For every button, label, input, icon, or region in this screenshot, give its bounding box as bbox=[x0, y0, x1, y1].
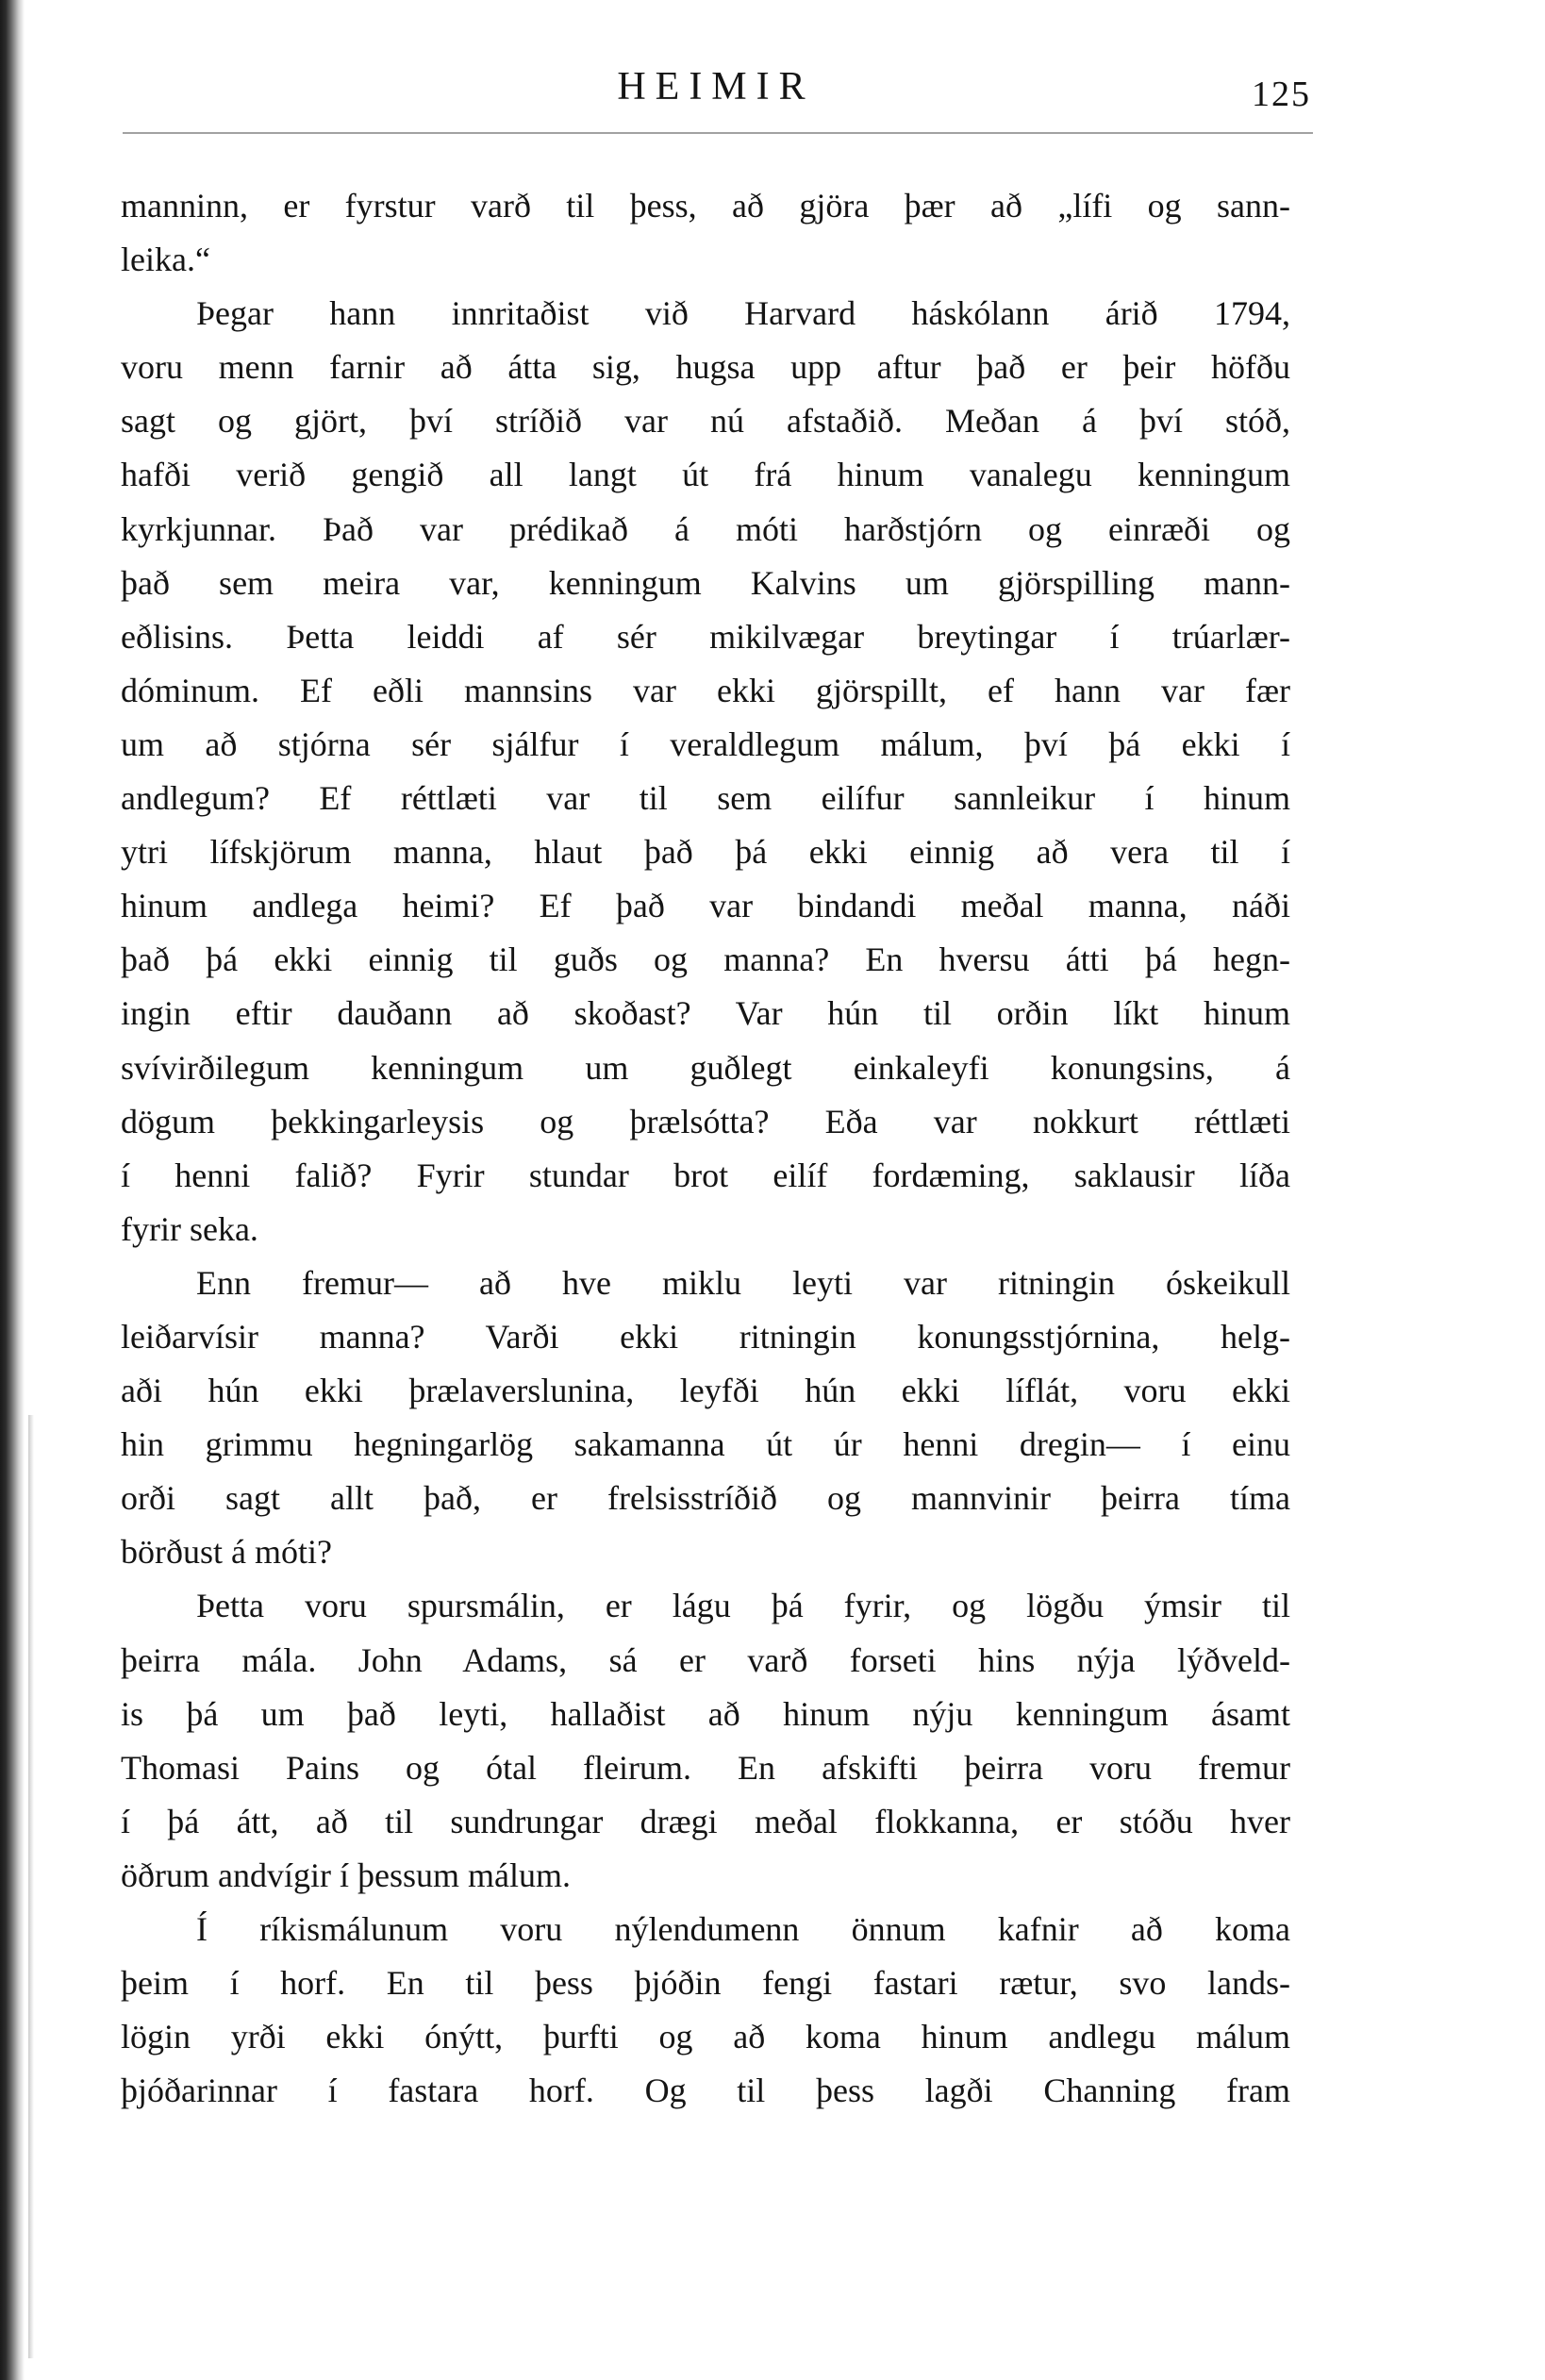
text-line: þeirra mála. John Adams, sá er varð forseti hins nýja lýðveld- bbox=[121, 1640, 1290, 1679]
text-line: leiðarvísir manna? Varði ekki ritningin konungsstjórnina, helg- bbox=[121, 1317, 1290, 1356]
text-line: leika.“ bbox=[121, 241, 210, 279]
text-line: voru menn farnir að átta sig, hugsa upp aftur það er þeir höfðu bbox=[121, 348, 1290, 387]
text-line: Þegar hann innritaðist við Harvard háskólann árið 1794, bbox=[196, 294, 1290, 333]
text-line: andlegum? Ef réttlæti var til sem eilífur sannleikur í hinum bbox=[121, 779, 1290, 818]
text-line: öðrum andvígir í þessum málum. bbox=[121, 1856, 571, 1894]
text-line: í henni falið? Fyrir stundar brot eilíf fordæming, saklausir líða bbox=[121, 1156, 1290, 1194]
text-line: manninn, er fyrstur varð til þess, að gjöra þær að „lífi og sann- bbox=[121, 187, 1290, 225]
text-line: Þetta voru spursmálin, er lágu þá fyrir, og lögðu ýmsir til bbox=[196, 1587, 1290, 1625]
page-title: HEIMIR bbox=[617, 65, 815, 108]
text-line: Í ríkismálunum voru nýlendumenn önnum kafnir að koma bbox=[196, 1910, 1290, 1948]
text-line: það sem meira var, kenningum Kalvins um gjörspilling mann- bbox=[121, 563, 1290, 602]
text-line: svívirðilegum kenningum um guðlegt einkaleyfi konungsins, á bbox=[121, 1048, 1290, 1087]
text-line: fyrir seka. bbox=[121, 1209, 258, 1248]
text-line: ingin eftir dauðann að skoðast? Var hún til orðin líkt hinum bbox=[121, 994, 1290, 1033]
text-line: þeim í horf. En til þess þjóðin fengi fastari rætur, svo lands- bbox=[121, 1964, 1290, 2003]
text-line: Thomasi Pains og ótal fleirum. En afskifti þeirra voru fremur bbox=[121, 1748, 1290, 1787]
text-line: aði hún ekki þrælaverslunina, leyfði hún ekki líflát, voru ekki bbox=[121, 1372, 1290, 1410]
text-line: börðust á móti? bbox=[121, 1533, 332, 1572]
text-line: eðlisins. Þetta leiddi af sér mikilvægar breytingar í trúarlær- bbox=[121, 617, 1290, 656]
text-line: dögum þekkingarleysis og þrælsótta? Eða var nokkurt réttlæti bbox=[121, 1102, 1290, 1140]
body-text bbox=[121, 179, 1290, 2118]
page-number: 125 bbox=[1252, 75, 1311, 114]
running-header bbox=[121, 64, 1311, 121]
text-line: Enn fremur— að hve miklu leyti var ritningin óskeikull bbox=[196, 1263, 1290, 1302]
text-line: hin grimmu hegningarlög sakamanna út úr henni dregin— í einu bbox=[121, 1425, 1290, 1464]
text-line: í þá átt, að til sundrungar drægi meðal flokkanna, er stóðu hver bbox=[121, 1802, 1290, 1840]
text-line: hafði verið gengið all langt út frá hinum vanalegu kenningum bbox=[121, 456, 1290, 494]
book-binding-edge bbox=[0, 0, 25, 2380]
text-line: orði sagt allt það, er frelsisstríðið og mannvinir þeirra tíma bbox=[121, 1479, 1290, 1518]
text-line: sagt og gjört, því stríðið var nú afstaðið. Meðan á því stóð, bbox=[121, 402, 1290, 441]
text-line: um að stjórna sér sjálfur í veraldlegum málum, því þá ekki í bbox=[121, 724, 1290, 763]
text-line: þjóðarinnar í fastara horf. Og til þess lagði Channing fram bbox=[121, 2072, 1290, 2110]
text-line: ytri lífskjörum manna, hlaut það þá ekki einnig að vera til í bbox=[121, 833, 1290, 872]
text-line: hinum andlega heimi? Ef það var bindandi meðal manna, náði bbox=[121, 887, 1290, 925]
header-rule bbox=[123, 132, 1313, 134]
text-line: is þá um það leyti, hallaðist að hinum nýju kenningum ásamt bbox=[121, 1694, 1290, 1733]
text-line: dóminum. Ef eðli mannsins var ekki gjörspillt, ef hann var fær bbox=[121, 671, 1290, 709]
text-line: það þá ekki einnig til guðs og manna? En hversu átti þá hegn- bbox=[121, 940, 1290, 979]
text-line: lögin yrði ekki ónýtt, þurfti og að koma hinum andlegu málum bbox=[121, 2018, 1290, 2056]
text-line: kyrkjunnar. Það var prédikað á móti harðstjórn og einræði og bbox=[121, 509, 1290, 548]
